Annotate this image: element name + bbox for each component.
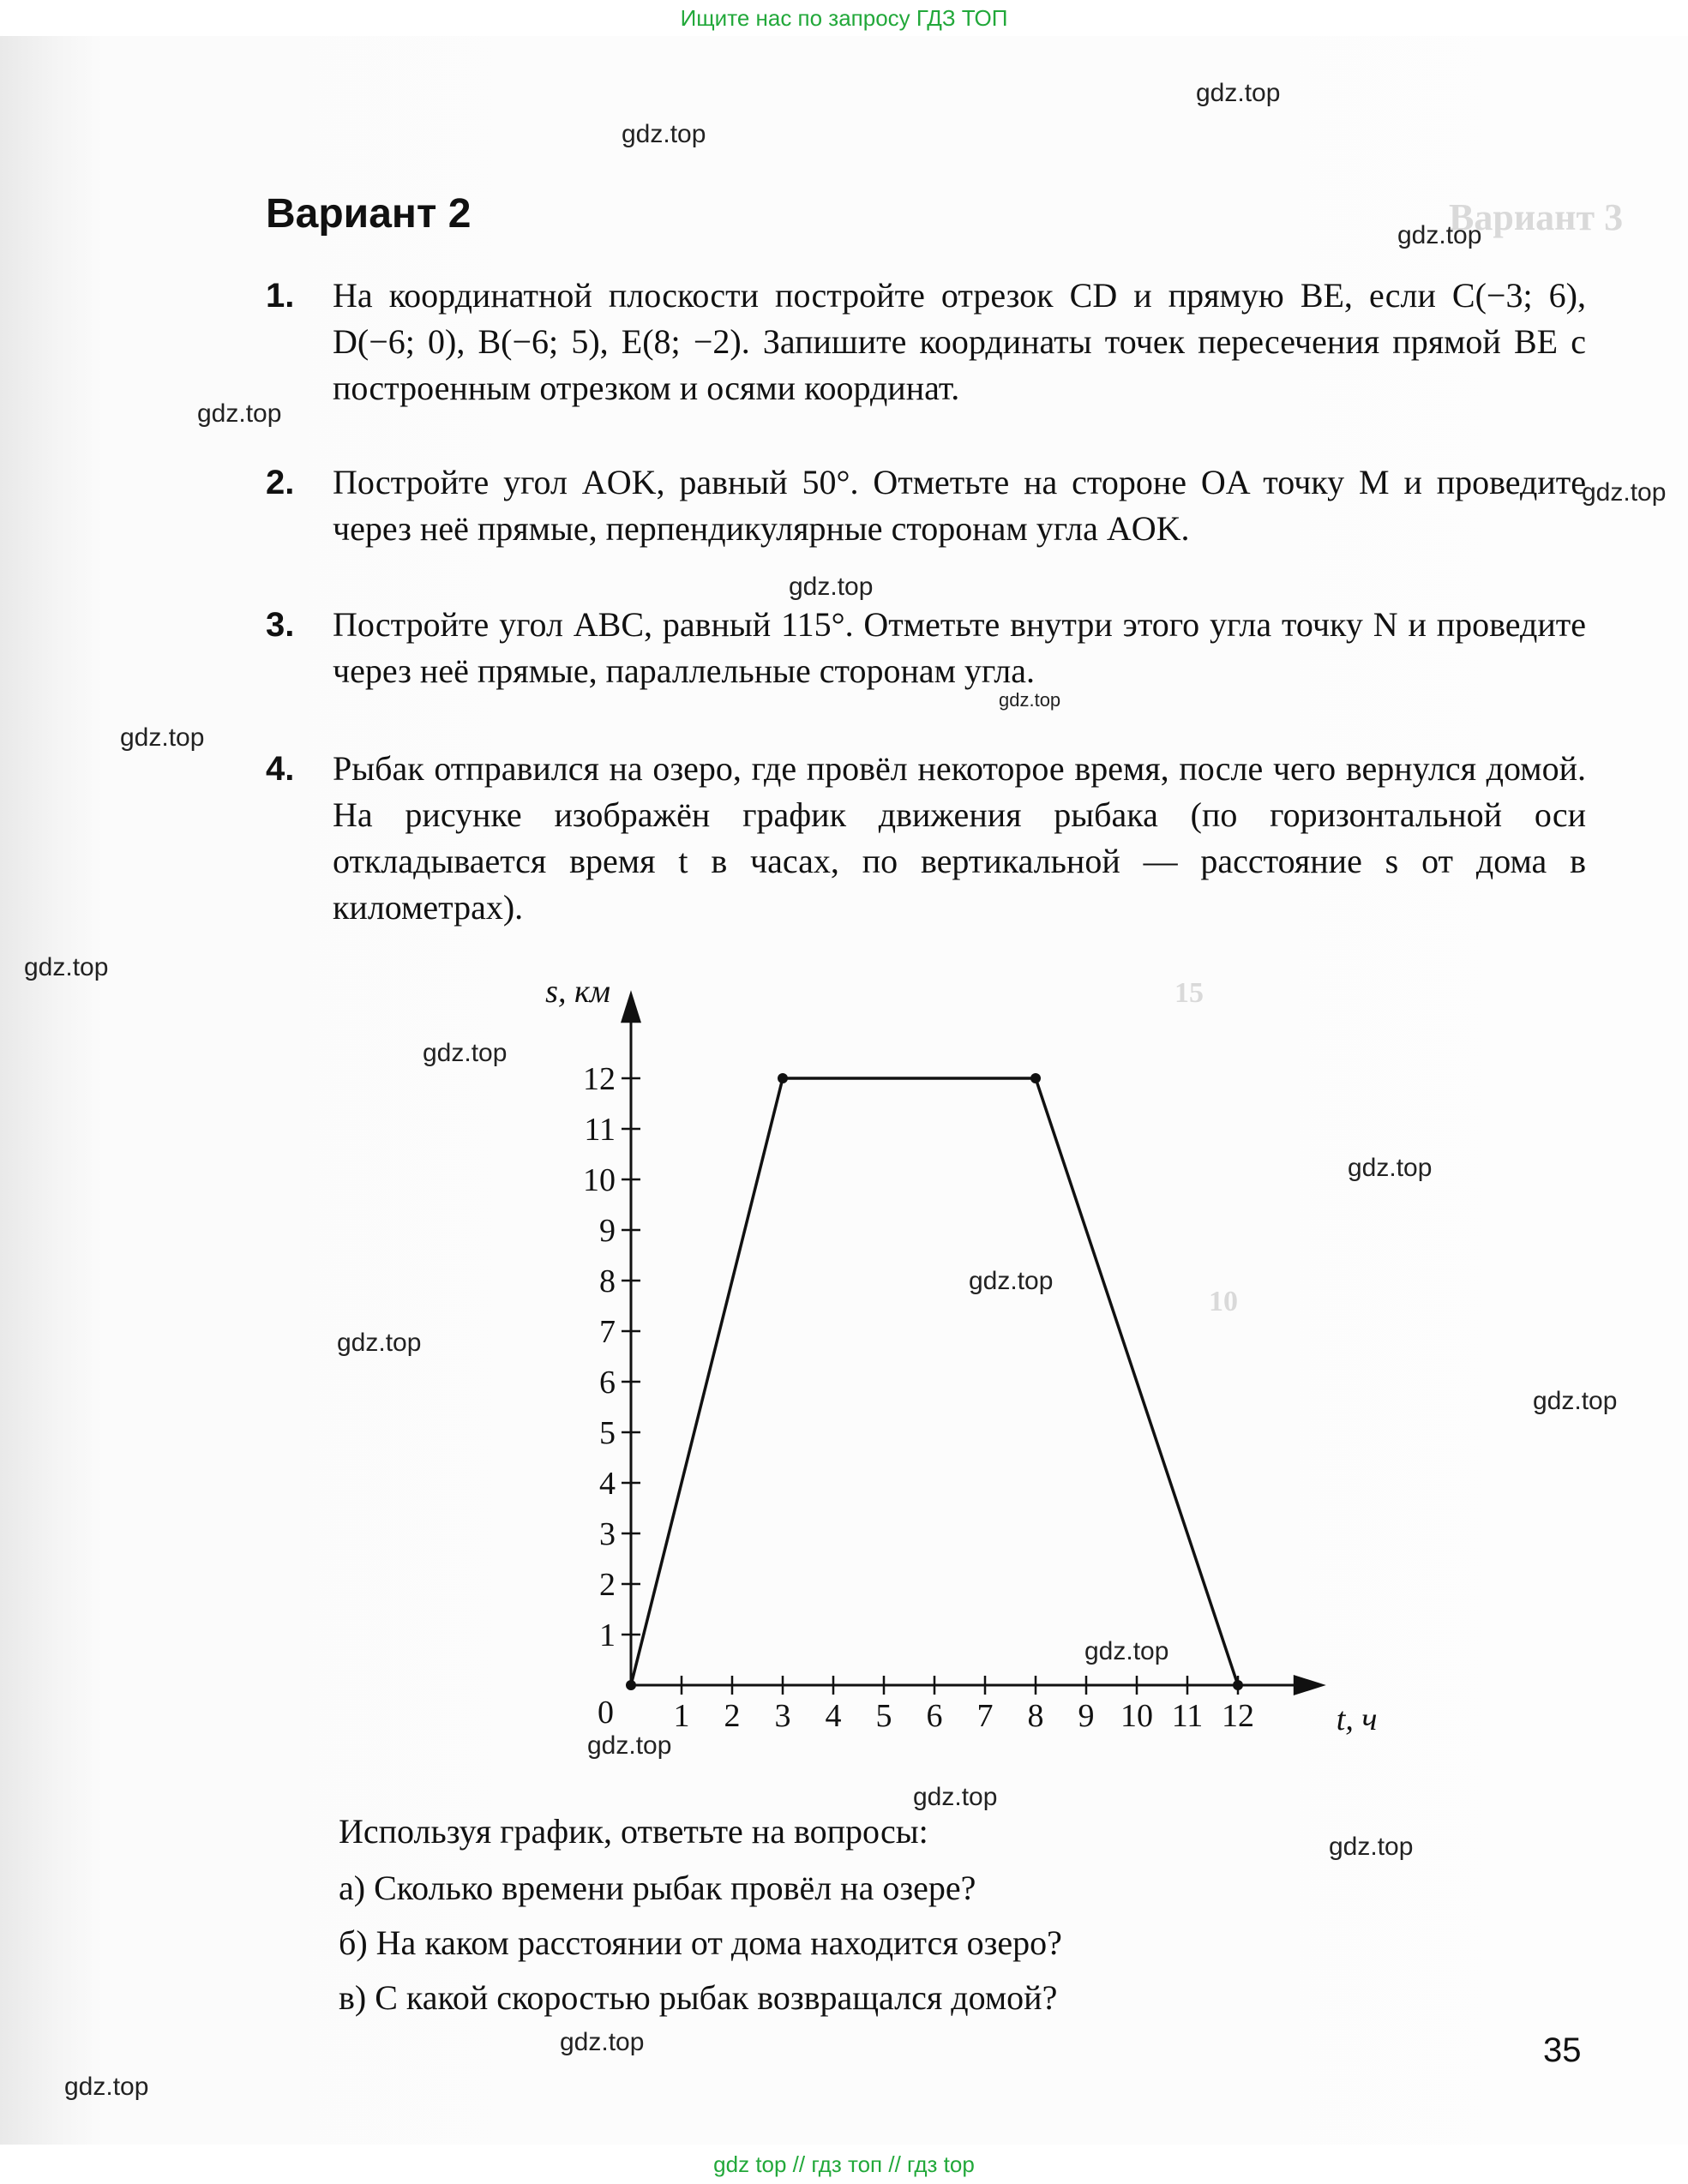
task-number: 4. [266, 750, 295, 788]
watermark: gdz.top [1582, 478, 1667, 507]
distance-line [631, 1078, 1238, 1685]
x-axis-arrow [1294, 1675, 1326, 1695]
y-tick-label: 1 [599, 1617, 616, 1653]
y-tick-label: 11 [584, 1112, 616, 1148]
question-a: а) Сколько времени рыбак провёл на озере? [339, 1869, 976, 1907]
y-tick-label: 12 [583, 1061, 616, 1097]
watermark: gdz.top [622, 120, 706, 148]
question-b: б) На каком расстоянии от дома находится озеро? [339, 1923, 1062, 1962]
task-text: Постройте угол ABC, равный 115°. Отметьте внутри этого угла точку N и проведите через неё прямые, параллельные сторонам угла. [333, 605, 1586, 690]
watermark: gdz.top [1533, 1387, 1618, 1415]
watermark: gdz.top [999, 689, 1061, 711]
page-number: 35 [1543, 2031, 1582, 2069]
x-tick-label: 4 [825, 1698, 842, 1734]
task-1 [266, 273, 1586, 411]
bleed-through-text: 10 [1209, 1286, 1238, 1317]
data-point [1030, 1073, 1041, 1083]
x-tick-label: 7 [976, 1698, 994, 1734]
x-tick-label: 10 [1120, 1698, 1153, 1734]
watermark: gdz.top [1348, 1154, 1433, 1182]
bleed-through-text: 15 [1174, 977, 1204, 1009]
top-banner[interactable]: Ищите нас по запросу ГДЗ ТОП [0, 0, 1688, 36]
y-tick-label: 3 [599, 1516, 616, 1552]
watermark: gdz.top [24, 953, 109, 981]
task-text: На координатной плоскости постройте отрезок CD и прямую BE, если C(−3; 6), D(−6; 0), B(−6; 5), E(8; −2). Запишите координаты точек пересечения прямой BE с построенным отрезком и осями координат. [333, 276, 1586, 407]
watermark: gdz.top [197, 399, 282, 428]
x-tick-label: 9 [1078, 1698, 1095, 1734]
y-tick-label: 4 [599, 1466, 616, 1502]
y-tick-label: 7 [599, 1314, 616, 1350]
x-tick-label: 5 [875, 1698, 892, 1734]
x-tick-label: 11 [1171, 1698, 1204, 1734]
y-tick-label: 8 [599, 1263, 616, 1299]
data-point [1233, 1680, 1243, 1690]
watermark: gdz.top [1196, 79, 1281, 107]
origin-label: 0 [598, 1695, 614, 1731]
bleed-through-text: Вариант 3 [1449, 196, 1624, 238]
x-tick-label: 6 [926, 1698, 943, 1734]
watermark: gdz.top [789, 573, 874, 601]
variant-title: Вариант 2 [266, 191, 472, 237]
watermark: gdz.top [120, 723, 205, 752]
chart-ticks [622, 1078, 1238, 1695]
task-number: 3. [266, 606, 295, 644]
chart-labels [545, 977, 1377, 1737]
task-2 [266, 459, 1586, 552]
y-axis-label: s, км [545, 977, 610, 1011]
chart-axes [621, 990, 1326, 1695]
y-axis-arrow [621, 990, 641, 1023]
task-number: 2. [266, 464, 295, 501]
x-tick-label: 8 [1027, 1698, 1044, 1734]
y-tick-label: 9 [599, 1213, 616, 1249]
x-axis-label: t, ч [1336, 1701, 1378, 1737]
chart-series [626, 1073, 1243, 1690]
task-text: Постройте угол AOK, равный 50°. Отметьте на стороне OA точку M и проведите через неё прямые, перпендикулярные сторонам угла AOK. [333, 463, 1586, 548]
task-3 [266, 602, 1586, 694]
watermark: gdz.top [337, 1329, 422, 1357]
questions-intro: Используя график, ответьте на вопросы: [339, 1812, 928, 1851]
question-c: в) С какой скоростью рыбак возвращался домой? [339, 1978, 1058, 2017]
watermark: gdz.top [423, 1039, 508, 1067]
watermark: gdz.top [913, 1783, 998, 1811]
task-text: Рыбак отправился на озеро, где провёл некоторое время, после чего вернулся домой. На рисунке изображён график движения рыбака (по горизонтальной оси откладывается время t в часах, по вертикальной — расстояние s от дома в километрах). [333, 749, 1586, 927]
task-4 [266, 746, 1586, 931]
distance-time-chart [480, 977, 1389, 1766]
y-tick-label: 6 [599, 1365, 616, 1401]
watermark: gdz.top [1084, 1637, 1169, 1665]
x-tick-label: 2 [724, 1698, 741, 1734]
bottom-banner[interactable]: gdz top // гдз топ // гдз top [0, 2145, 1688, 2184]
y-tick-label: 10 [583, 1162, 616, 1198]
data-point [626, 1680, 636, 1690]
x-tick-label: 1 [673, 1698, 690, 1734]
x-tick-label: 3 [774, 1698, 791, 1734]
y-tick-label: 5 [599, 1415, 616, 1451]
data-point [778, 1073, 788, 1083]
task-number: 1. [266, 277, 295, 315]
watermark: gdz.top [1397, 221, 1482, 249]
watermark: gdz.top [1329, 1833, 1414, 1861]
x-tick-label: 12 [1222, 1698, 1254, 1734]
watermark: gdz.top [969, 1267, 1054, 1295]
watermark: gdz.top [587, 1731, 672, 1760]
watermark: gdz.top [64, 2073, 149, 2101]
watermark: gdz.top [560, 2028, 645, 2056]
y-tick-label: 2 [599, 1567, 616, 1603]
